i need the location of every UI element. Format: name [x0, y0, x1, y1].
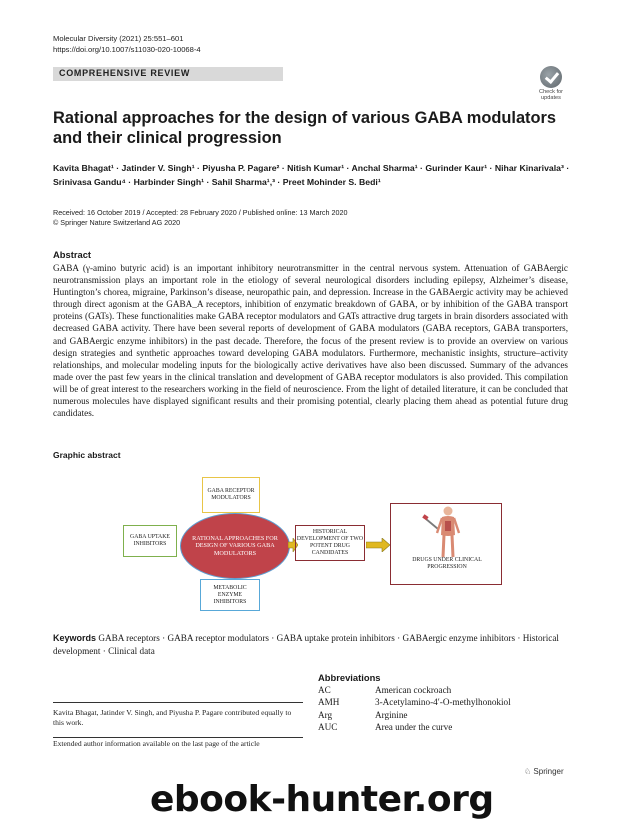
springer-horse-icon: ♘	[524, 767, 532, 776]
keywords-text: GABA receptors · GABA receptor modulators · GABA uptake protein inhibitors · GABAergic enzyme inhibitors · Historical development · Clinical data	[53, 633, 559, 656]
abbreviation-value: Arginine	[375, 709, 408, 720]
abbreviation-row	[318, 721, 511, 733]
graphic-abstract-heading: Graphic abstract	[53, 450, 121, 460]
graphic-abstract-diagram	[120, 475, 520, 610]
extended-info-footnote: Extended author information available on the last page of the article	[53, 739, 260, 748]
check-for-updates-button[interactable]	[535, 66, 567, 100]
check-updates-icon	[540, 66, 562, 88]
keywords-label: Keywords	[53, 633, 97, 643]
clinical-progression-label: DRUGS UNDER CLINICAL PROGRESSION	[412, 557, 482, 570]
equal-contribution-footnote: Kavita Bhagat, Jatinder V. Singh, and Piyusha P. Pagare contributed equally to this work.	[53, 708, 292, 727]
abbreviation-value: 3-Acetylamino-4′-O-methylhonokiol	[375, 697, 511, 708]
abbreviation-key: AUC	[318, 722, 338, 733]
abbreviation-value: American cockroach	[375, 685, 452, 695]
metabolic-inhibitors-box: METABOLIC ENZYME INHIBITORS	[200, 579, 260, 611]
journal-citation: Molecular Diversity (2021) 25:551–601	[53, 34, 184, 43]
keywords	[53, 632, 568, 657]
watermark: ebook-hunter.org	[150, 779, 494, 820]
abbreviation-row	[318, 684, 511, 696]
abbreviation-key: Arg	[318, 709, 333, 720]
publication-dates: Received: 16 October 2019 / Accepted: 28 February 2020 / Published online: 13 March 2020	[53, 208, 348, 217]
author-list: Kavita Bhagat¹ · Jatinder V. Singh¹ · Piyusha P. Pagare² · Nitish Kumar¹ · Anchal Sharma¹ · Gurinder Kaur¹ · Nihar Kinarivala³ · Srinivasa Gandu⁴ · Harbinder Singh¹ · Sahil Sharma¹,³ · Preet Mohinder S. Bedi¹	[53, 163, 570, 187]
copyright: © Springer Nature Switzerland AG 2020	[53, 218, 181, 227]
abbreviations-heading: Abbreviations	[318, 672, 381, 683]
section-banner	[53, 67, 283, 81]
human-anatomy-icon	[420, 505, 470, 560]
abbreviation-key: AMH	[318, 697, 340, 708]
journal-header	[53, 33, 201, 55]
abbreviation-row	[318, 709, 511, 721]
historical-development-box: HISTORICAL DEVELOPMENT OF TWO POTENT DRUG CANDIDATES	[295, 525, 365, 561]
publication-info	[53, 208, 573, 228]
abbreviation-key: AC	[318, 685, 331, 695]
uptake-inhibitors-box: GABA UPTAKE INHIBITORS	[123, 525, 177, 557]
footnote-divider	[53, 737, 303, 738]
footnote-divider	[53, 702, 303, 703]
article-title: Rational approaches for the design of various GABA modulators and their clinical progression	[53, 109, 557, 147]
abstract-heading: Abstract	[53, 249, 92, 260]
publisher-logo	[524, 767, 564, 776]
abbreviation-value: Area under the curve	[375, 722, 453, 733]
abstract-text: GABA (γ-amino butyric acid) is an important inhibitory neurotransmitter in the central nervous system. Attenuation of GABAergic neurotransmission plays an important role in the etiology of several neurological disorders including epilepsy, Alzheimer’s disease, Huntington’s chorea, migraine, Parkinson’s disease, neuropathic pain, and depression. Increase in the GABAergic activity may be achieved through direct agonism at the GABA_A receptors, inhibition of enzymatic breakdown of GABA, or by inhibition of the GABA transport proteins (GATs). These functionalities make GABA receptor modulators and GATs attractive drug targets in brain disorders associated with decreased GABA activity. There have been several reports of development of GABA modulators (GABA receptors, GABA transporters, and GABAergic enzyme inhibitors) in the past decade. Therefore, the focus of the present review is to provide an overview on various design strategies and synthetic approaches toward developing GABA modulators. Furthermore, mechanistic insights, structure–activity relationships, and molecular modeling inputs for the biologically active derivatives have also been discussed. Summary of the advances made over the past few years in the clinical translation and development of GABA receptor modulators is also provided. This compilation will be of great interest to the researchers working in the field of neuroscience. From the light of detailed literature, it can be concluded that numerous molecules have displayed significant results and their promising potential, clearly placing them ahead as potential future drug candidates.	[53, 263, 568, 419]
publisher-name: Springer	[533, 767, 564, 776]
doi-link[interactable]: https://doi.org/10.1007/s11030-020-10068-4	[53, 45, 201, 54]
check-updates-label: Check for updates	[539, 89, 563, 101]
rational-approaches-ellipse: RATIONAL APPROACHES FOR DESIGN OF VARIOUS GABA MODULATORS	[180, 513, 290, 579]
abbreviations-table	[318, 684, 511, 734]
arrow-right-icon	[366, 538, 390, 552]
abbreviation-row	[318, 696, 511, 708]
section-label: COMPREHENSIVE REVIEW	[59, 68, 191, 78]
receptor-modulators-box: GABA RECEPTOR MODULATORS	[202, 477, 260, 513]
